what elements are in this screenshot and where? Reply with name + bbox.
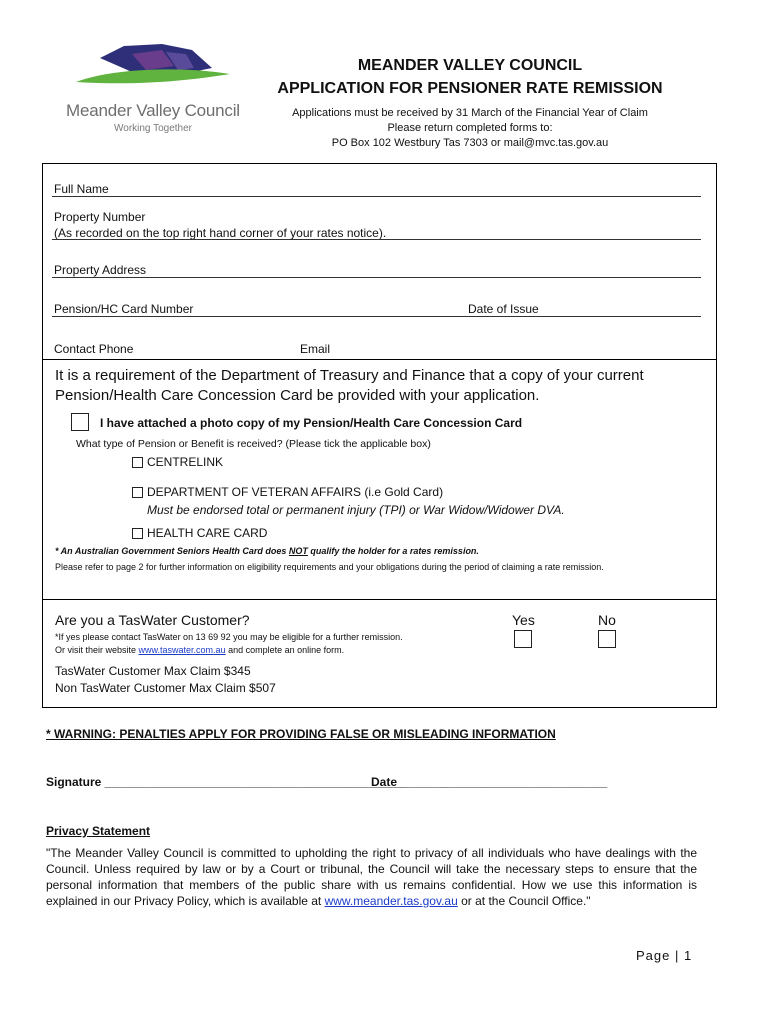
property-number-field[interactable] — [52, 239, 701, 240]
taswater-contact-note: *If yes please contact TasWater on 13 69 92 you may be eligible for a further remission. — [55, 632, 403, 642]
postal-address: PO Box 102 Westbury Tas 7303 or mail@mvc.tas.gov.au — [331, 137, 609, 149]
dva-label: DEPARTMENT OF VETERAN AFFAIRS (i.e Gold Card) — [147, 485, 444, 499]
non-taswater-max-claim: Non TasWater Customer Max Claim $507 — [55, 681, 276, 695]
pension-card-label: Pension/HC Card Number — [54, 302, 194, 316]
attached-copy-label: I have attached a photo copy of my Pension/Health Care Concession Card — [100, 416, 523, 430]
requirement-text: It is a requirement of the Department of Treasury and Finance that a copy of your current Pension/Health Care Concession Card be provided with your application. — [55, 367, 644, 404]
pension-card-field[interactable] — [52, 316, 701, 317]
full-name-field[interactable] — [52, 196, 701, 197]
logo-name: Meander Valley Council — [66, 101, 240, 120]
property-address-label: Property Address — [54, 263, 147, 277]
no-label: No — [598, 612, 616, 628]
taswater-question: Are you a TasWater Customer? — [55, 612, 250, 628]
health-care-card-label: HEALTH CARE CARD — [147, 526, 268, 540]
taswater-website-note: Or visit their website www.taswater.com.au and complete an online form. — [55, 645, 345, 655]
centrelink-checkbox[interactable] — [132, 457, 143, 468]
privacy-heading: Privacy Statement — [46, 824, 151, 838]
form-title: APPLICATION FOR PENSIONER RATE REMISSION — [277, 80, 663, 97]
contact-phone-label: Contact Phone — [54, 342, 134, 356]
date-field[interactable]: Date _______________________________ — [371, 775, 608, 789]
email-label: Email — [300, 342, 331, 356]
attached-copy-checkbox[interactable] — [71, 413, 89, 431]
full-name-label: Full Name — [54, 182, 109, 196]
page-number: Page | 1 — [636, 948, 693, 963]
applicant-details-section — [42, 163, 717, 360]
yes-label: Yes — [512, 612, 535, 628]
signature-field[interactable]: Signature _____________________________________________ — [46, 775, 405, 789]
health-care-card-checkbox[interactable] — [132, 528, 143, 539]
property-number-label: Property Number — [54, 210, 146, 224]
eligibility-reference-note: Please refer to page 2 for further information on eligibility requirements and your obligations during the period of claiming a rate remission. — [55, 562, 604, 572]
pension-type-question: What type of Pension or Benefit is received? (Please tick the applicable box) — [76, 438, 431, 450]
taswater-website-link[interactable]: www.taswater.com.au — [138, 645, 226, 655]
dva-note: Must be endorsed total or permanent injury (TPI) or War Widow/Widower DVA. — [147, 503, 565, 517]
centrelink-label: CENTRELINK — [147, 455, 224, 469]
return-note: Please return completed forms to: — [387, 122, 553, 134]
property-address-field[interactable] — [52, 277, 701, 278]
seniors-card-note: * An Australian Government Seniors Health Card does NOT qualify the holder for a rates remission. — [55, 546, 479, 556]
penalty-warning: * WARNING: PENALTIES APPLY FOR PROVIDING FALSE OR MISLEADING INFORMATION — [46, 727, 556, 741]
taswater-no-checkbox[interactable] — [598, 630, 616, 648]
date-of-issue-label: Date of Issue — [468, 302, 539, 316]
dva-checkbox[interactable] — [132, 487, 143, 498]
deadline-note: Applications must be received by 31 March of the Financial Year of Claim — [292, 107, 648, 119]
privacy-statement: "The Meander Valley Council is committed to upholding the right to privacy of all individuals who have dealings with the Council. Unless required by law or by a Court or tribunal, the Council will take the necessary steps to ensure that the personal information that members of the public share with us remains confidential. How we use this information is explained in our Privacy Policy, which is available at www.meander.tas.gov.au or at the Council Office." — [46, 846, 697, 908]
logo-tagline: Working Together — [114, 123, 193, 134]
taswater-yes-checkbox[interactable] — [514, 630, 532, 648]
taswater-max-claim: TasWater Customer Max Claim $345 — [55, 664, 251, 678]
council-website-link[interactable]: www.meander.tas.gov.au — [324, 894, 458, 908]
logo-hill-green — [76, 69, 230, 83]
council-title: MEANDER VALLEY COUNCIL — [357, 57, 583, 74]
property-number-note: (As recorded on the top right hand corner of your rates notice). — [54, 226, 387, 240]
